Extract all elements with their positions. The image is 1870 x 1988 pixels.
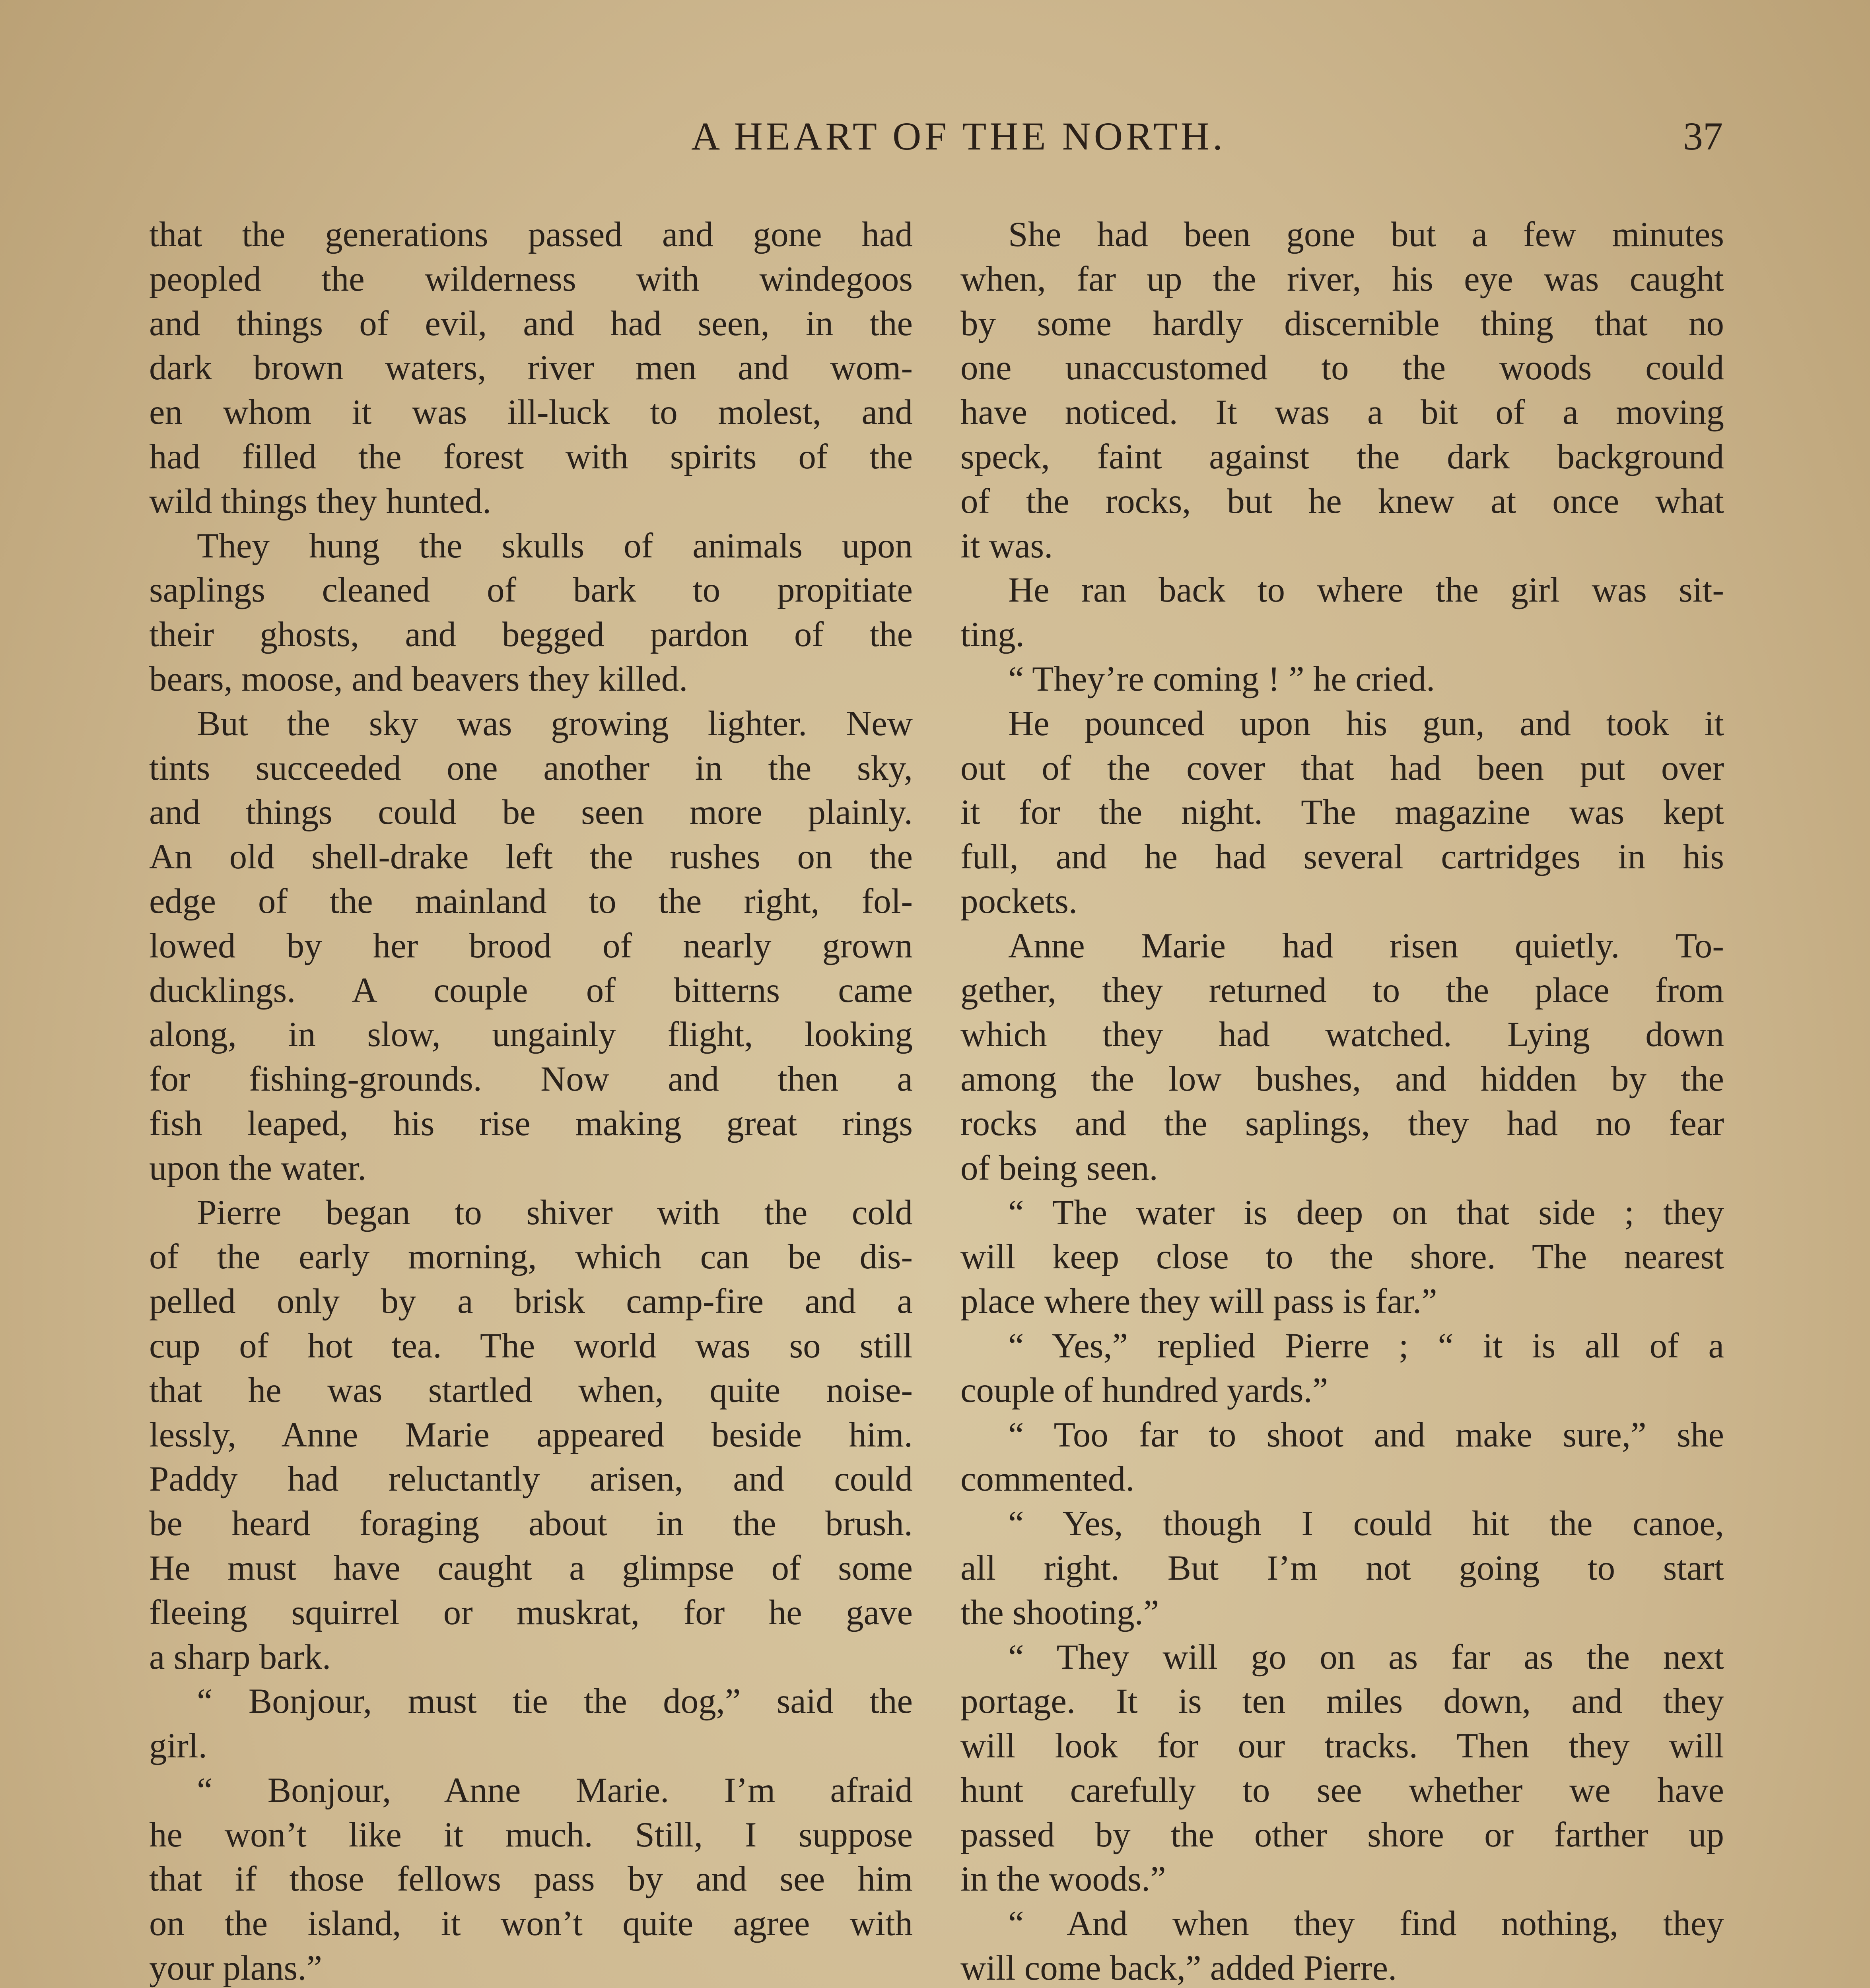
text-line: “ The water is deep on that side ; they (1008, 1193, 1724, 1232)
text-line: “ Yes, though I could hit the canoe, (1008, 1504, 1724, 1543)
text-line: out of the cover that had been put over (960, 748, 1724, 788)
text-line: will keep close to the shore. The nearest (960, 1237, 1724, 1277)
text-line: tints succeeded one another in the sky, (149, 748, 913, 788)
text-line: and things could be seen more plainly. (149, 793, 913, 832)
text-line: of the early morning, which can be dis- (149, 1237, 913, 1277)
text-line: passed by the other shore or farther up (960, 1815, 1724, 1854)
text-line: be heard foraging about in the brush. (149, 1504, 913, 1543)
text-line: “ Too far to shoot and make sure,” she (1008, 1415, 1724, 1454)
text-line: She had been gone but a few minutes (1008, 215, 1724, 254)
text-line: their ghosts, and begged pardon of the (149, 615, 913, 654)
text-line: commented. (960, 1460, 1135, 1499)
text-line: Paddy had reluctantly arisen, and could (149, 1460, 913, 1499)
text-line: of the rocks, but he knew at once what (960, 481, 1724, 521)
text-line: will look for our tracks. Then they will (960, 1726, 1724, 1766)
text-line: dark brown waters, river men and wom- (149, 348, 913, 388)
text-line: “ They’re coming ! ” he cried. (1008, 659, 1435, 699)
text-line: He pounced upon his gun, and took it (1008, 704, 1724, 743)
text-line: saplings cleaned of bark to propitiate (149, 571, 913, 610)
text-line: upon the water. (149, 1148, 367, 1188)
text-line: “ Yes,” replied Pierre ; “ it is all of a (1008, 1326, 1724, 1365)
running-title: A HEART OF THE NORTH. (691, 114, 1226, 158)
text-line: all right. But I’m not going to start (960, 1548, 1724, 1588)
text-line: They hung the skulls of animals upon (197, 526, 913, 565)
text-line: that the generations passed and gone had (149, 215, 913, 254)
text-line: lessly, Anne Marie appeared beside him. (149, 1415, 913, 1454)
left-text-column (149, 213, 913, 1988)
text-line: it for the night. The magazine was kept (960, 793, 1724, 832)
text-line: pockets. (960, 881, 1078, 921)
text-line: he won’t like it much. Still, I suppose (149, 1815, 913, 1854)
text-line: edge of the mainland to the right, fol- (149, 881, 913, 921)
text-line: place where they will pass is far.” (960, 1282, 1437, 1321)
text-line: “ They will go on as far as the next (1008, 1637, 1724, 1677)
text-line: by some hardly discernible thing that no (960, 304, 1724, 343)
text-line: portage. It is ten miles down, and they (960, 1682, 1724, 1721)
text-line: the shooting.” (960, 1593, 1159, 1632)
text-line: when, far up the river, his eye was caught (960, 259, 1724, 299)
text-line: fish leaped, his rise making great rings (149, 1104, 913, 1143)
text-line: wild things they hunted. (149, 481, 492, 521)
text-line: on the island, it won’t quite agree with (149, 1904, 913, 1943)
text-line: Anne Marie had risen quietly. To- (1008, 926, 1724, 965)
text-line: couple of hundred yards.” (960, 1371, 1328, 1410)
text-line: en whom it was ill-luck to molest, and (149, 393, 913, 432)
text-line: cup of hot tea. The world was so still (149, 1326, 913, 1365)
text-line: had filled the forest with spirits of the (149, 437, 913, 476)
text-line: full, and he had several cartridges in his (960, 837, 1724, 877)
text-line: gether, they returned to the place from (960, 971, 1724, 1010)
text-line: fleeing squirrel or muskrat, for he gave (149, 1593, 913, 1632)
text-line: peopled the wilderness with windegoos (149, 259, 913, 299)
text-line: have noticed. It was a bit of a moving (960, 393, 1724, 432)
text-line: hunt carefully to see whether we have (960, 1771, 1724, 1810)
text-line: ducklings. A couple of bitterns came (149, 971, 913, 1010)
page-header (0, 113, 1870, 173)
text-line: “ Bonjour, Anne Marie. I’m afraid (197, 1771, 913, 1810)
text-line: But the sky was growing lighter. New (197, 704, 913, 743)
text-line: of being seen. (960, 1148, 1158, 1188)
text-line: along, in slow, ungainly flight, looking (149, 1015, 913, 1054)
text-line: An old shell-drake left the rushes on the (149, 837, 913, 877)
text-line: a sharp bark. (149, 1637, 331, 1677)
text-line: in the woods.” (960, 1860, 1166, 1899)
text-line: which they had watched. Lying down (960, 1015, 1724, 1054)
text-line: girl. (149, 1726, 207, 1766)
text-line: speck, faint against the dark background (960, 437, 1724, 476)
text-line: Pierre began to shiver with the cold (197, 1193, 913, 1232)
text-line: rocks and the saplings, they had no fear (960, 1104, 1724, 1143)
text-line: that if those fellows pass by and see him (149, 1860, 913, 1899)
text-line: one unaccustomed to the woods could (960, 348, 1724, 388)
text-line: among the low bushes, and hidden by the (960, 1060, 1724, 1099)
text-line: will come back,” added Pierre. (960, 1949, 1397, 1988)
text-line: for fishing-grounds. Now and then a (149, 1060, 913, 1099)
text-line: and things of evil, and had seen, in the (149, 304, 913, 343)
text-line: ting. (960, 615, 1024, 654)
text-line: it was. (960, 526, 1053, 565)
text-line: He must have caught a glimpse of some (149, 1548, 913, 1588)
text-line: that he was startled when, quite noise- (149, 1371, 913, 1410)
text-line: “ And when they find nothing, they (1008, 1904, 1724, 1943)
page-number: 37 (1683, 114, 1723, 158)
text-line: bears, moose, and beavers they killed. (149, 659, 688, 699)
text-line: “ Bonjour, must tie the dog,” said the (197, 1682, 913, 1721)
text-line: your plans.” (149, 1949, 323, 1988)
text-line: lowed by her brood of nearly grown (149, 926, 913, 965)
text-line: He ran back to where the girl was sit- (1008, 571, 1724, 610)
right-text-column (960, 213, 1724, 1988)
text-line: pelled only by a brisk camp-fire and a (149, 1282, 913, 1321)
